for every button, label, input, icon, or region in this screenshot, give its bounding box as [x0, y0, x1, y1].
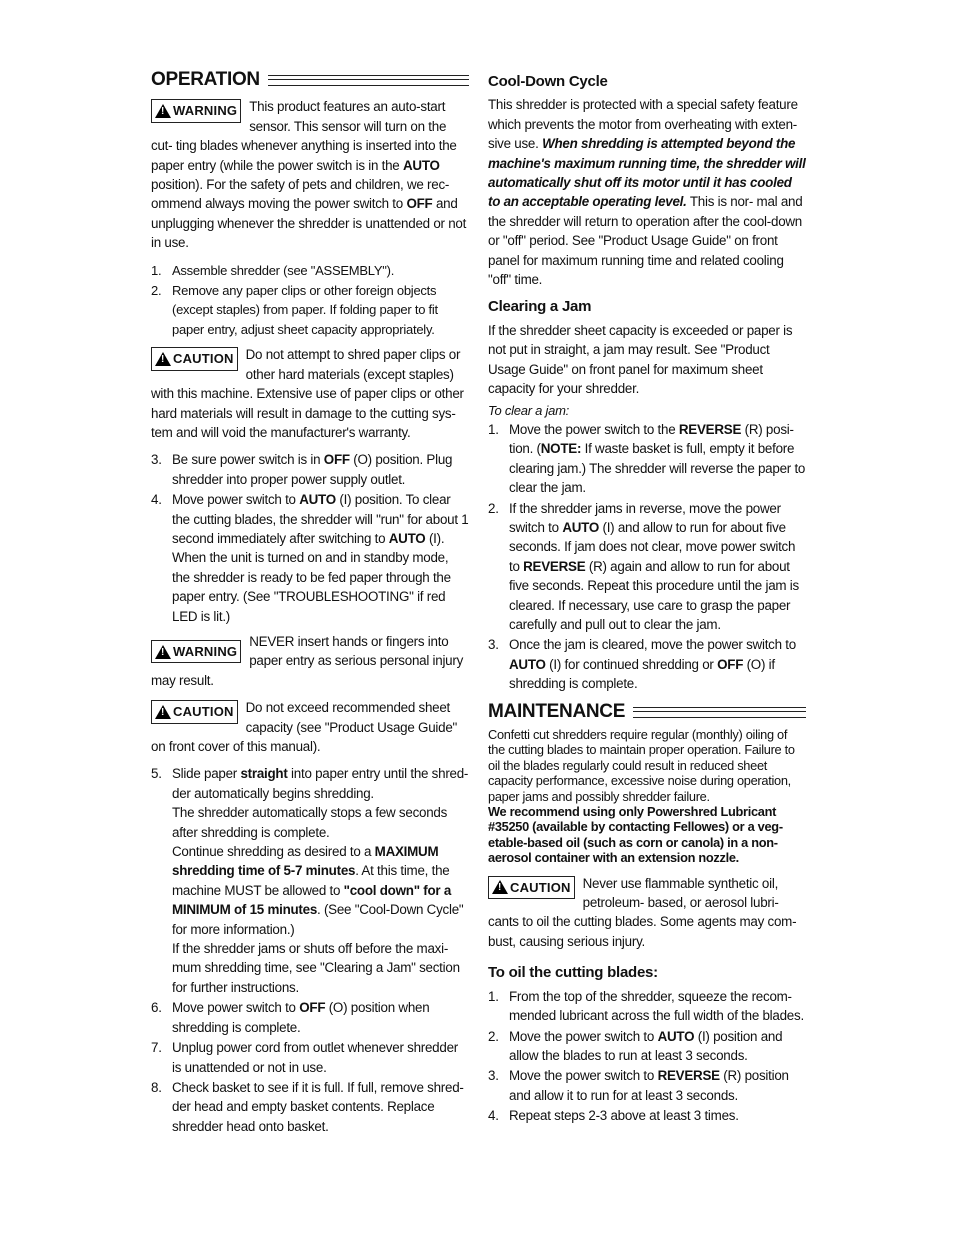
oil-blades-title: To oil the cutting blades:	[488, 964, 658, 982]
jam-step-3: 3. Once the jam is cleared, move the power switch to AUTO (I) for continued shredding or OFF (O) if shredding is complete.	[488, 637, 796, 692]
step-7: 7. Unplug power cord from outlet whenever shredder is unattended or not in use.	[151, 1040, 458, 1075]
jam-step-1: 1. Move the power switch to the REVERSE (R) posi- tion. (NOTE: If waste basket is full, empty it before clearing jam.) The shredder will reverse the paper to clear the jam.	[488, 421, 806, 496]
caution-capacity-text: Do not exceed recommended sheet capacity (see "Product Usage Guide" on front cover of this manual).	[151, 700, 458, 754]
caution-oil	[488, 874, 806, 952]
oil-step-3: 3. Move the power switch to REVERSE (R) position and allow it to run for at least 3 seconds.	[488, 1068, 789, 1103]
warning-hands-text: NEVER insert hands or fingers into paper entry as serious personal injury may result.	[151, 633, 464, 688]
warning-label: ! WARNING	[151, 99, 241, 122]
caution-label-2: ! CAUTION	[151, 700, 238, 723]
operation-column	[151, 70, 469, 1142]
steps-list-b	[151, 450, 469, 626]
cooldown-text: This shredder is protected with a special safety feature which prevents the motor from overheating with exten- sive use. When shredding is attempted beyond the machine's maximum running time, the shredder will automatically shut off its motor until it has cooled to an acceptable operating level. This is nor- mal and the shredder will return to operation after the cool-down or "off" period. See "Product Usage Guide" on front panel for maximum running time and related cooling "off" time.	[488, 97, 806, 288]
jam-step-2: 2. If the shredder jams in reverse, move the power switch to AUTO (I) and allow to run for about five seconds. If jam does not clear, move power switch to REVERSE (R) again and allow to run for about five seconds. Repeat this procedure until the jam is cleared. If necessary, use care to grasp the paper carefully and pull out to clear the jam.	[488, 500, 799, 632]
warning-text: This product features an auto-start sensor. This sensor will turn on the cut- ting blades whenever anything is inserted into the paper entry (while the power switch is in the AUTO position). For the safety of pets and children, we rec- ommend always moving the power switch to OFF and unplugging whenever the shredder is unattended or not in use.	[151, 99, 467, 251]
caution-oil-text: Never use flammable synthetic oil, petroleum- based, or aerosol lubri- cants to oil the cutting blades. Some agents may com- bust, causing serious injury.	[488, 875, 797, 949]
clearing-jam-intro: If the shredder sheet capacity is exceeded or paper is not put in straight, a jam may result. See "Product Usage Guide" on front panel for maximum sheet capacity for your shredder.	[488, 322, 793, 397]
warning-autostart	[151, 97, 469, 252]
warning-hands	[151, 632, 469, 690]
maintenance-title: MAINTENANCE	[488, 700, 626, 722]
step-1: 1. Assemble shredder (see "ASSEMBLY").	[151, 262, 395, 278]
right-column	[488, 70, 806, 1132]
caution-triangle-icon	[492, 880, 508, 894]
step-5: 5. Slide paper straight into paper entry until the shred- der automatically begins shredding. The shredder automatically stops a few seconds after shredding is complete. Continue shredding as desired to a MAXIMUM shredding time of 5-7 minutes. At this time, the machine MUST be allowed to "cool down" for a MINIMUM of 15 minutes. (See "Cool-Down Cycle" for more information.) If the shredder jams or shuts off before the maxi- mum shredding time, see "Clearing a Jam" section for further instructions.	[151, 766, 469, 995]
oil-steps-list	[488, 987, 806, 1126]
maintenance-heading	[488, 702, 806, 721]
steps-list-a	[151, 261, 469, 340]
steps-list-c	[151, 764, 469, 1136]
warning-triangle-icon	[155, 645, 171, 659]
step-4: 4. Move power switch to AUTO (I) position. To clear the cutting blades, the shredder will "run" for about 1 second immediately after switching to AUTO (I). When the unit is turned on and in standby mode, the shredder is ready to be fed paper through the paper entry. (See "TROUBLESHOOTING" if red LED is lit.)	[151, 492, 469, 624]
caution-triangle-icon	[155, 352, 171, 366]
caution-text: Do not attempt to shred paper clips or other hard materials (except staples) with this machine. Extensive use of paper clips or other hard materials will result in damage to the cutting sys- tem and will void the manufacturer's warranty.	[151, 347, 464, 440]
clear-jam-subtitle: To clear a jam:	[488, 402, 570, 418]
warning-label-2: ! WARNING	[151, 640, 241, 663]
oil-step-2: 2. Move the power switch to AUTO (I) position and allow the blades to run at least 3 seconds.	[488, 1028, 783, 1063]
heading-rule	[268, 75, 469, 86]
step-3: 3. Be sure power switch is in OFF (O) position. Plug shredder into proper power supply outlet.	[151, 452, 453, 487]
oil-step-4: 4. Repeat steps 2-3 above at least 3 times.	[488, 1108, 739, 1124]
caution-label: ! CAUTION	[151, 347, 238, 370]
cooldown-title: Cool-Down Cycle	[488, 73, 608, 90]
caution-label-3: ! CAUTION	[488, 876, 575, 899]
warning-triangle-icon	[155, 104, 171, 118]
operation-heading	[151, 70, 469, 89]
caution-triangle-icon	[155, 705, 171, 719]
jam-steps-list	[488, 420, 806, 694]
oil-step-1: 1. From the top of the shredder, squeeze the recom- mended lubricant across the full width of the blades.	[488, 988, 804, 1024]
heading-rule	[633, 707, 806, 718]
operation-title: OPERATION	[151, 69, 260, 90]
step-2: 2. Remove any paper clips or other foreign objects (except staples) from paper. If folding paper to fit paper entry, adjust sheet capacity appropriately.	[151, 283, 438, 337]
caution-paperclips	[151, 345, 469, 442]
maintenance-text: Confetti cut shredders require regular (monthly) oiling of the cutting blades to maintain proper operation. Failure to oil the blades regularly could result in reduced sheet capacity performance, excessive noise during operation, paper jams and possibly shredder failure. We recommend using only Powershred Lubricant #35250 (available by contacting Fellowes) or a veg- etable-based oil (such as corn or canola) in a non- aerosol container with an extension nozzle.	[488, 727, 795, 866]
step-8: 8. Check basket to see if it is full. If full, remove shred- der head and empty basket contents. Replace shredder head onto basket.	[151, 1079, 464, 1134]
step-6: 6. Move power switch to OFF (O) position when shredding is complete.	[151, 1000, 430, 1035]
clearing-jam-title: Clearing a Jam	[488, 298, 592, 316]
caution-capacity	[151, 698, 469, 756]
